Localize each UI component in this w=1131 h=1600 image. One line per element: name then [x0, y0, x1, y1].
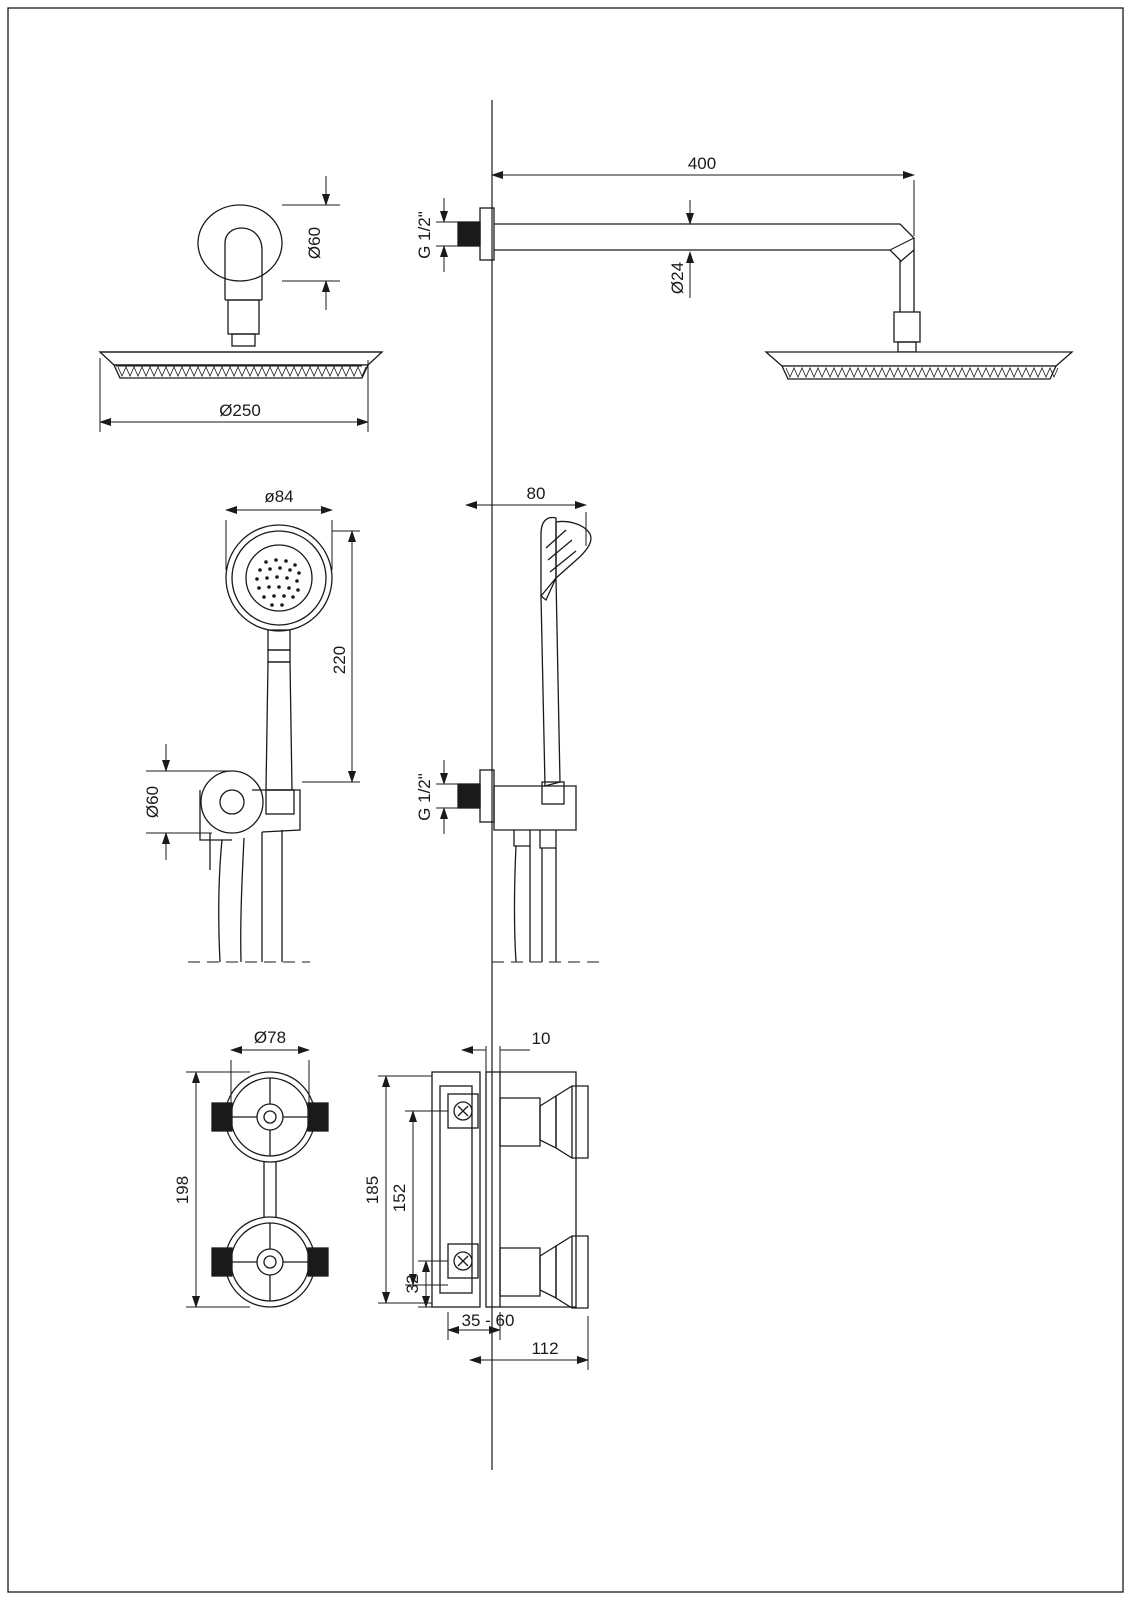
dim-label-flange-diameter: Ø60 — [305, 226, 324, 260]
dim-label-hand-shower-length: 220 — [330, 645, 349, 675]
dim-label-hand-head-diameter: ø84 — [264, 487, 294, 506]
dim-label-head-diameter: Ø250 — [219, 401, 261, 420]
dim-inlet-thread-bottom — [436, 760, 458, 834]
dim-label-body-height: 185 — [363, 1175, 382, 1205]
dim-label-install-depth: 35 - 60 — [461, 1311, 515, 1330]
dim-label-lower-offset: 32 — [403, 1274, 422, 1294]
dim-inlet-thread-top — [436, 198, 458, 272]
dim-label-holder-projection: 80 — [526, 484, 546, 503]
dim-label-arm-length: 400 — [687, 154, 717, 173]
dim-label-rosette-depth: 10 — [531, 1029, 551, 1048]
view-rain-head-side — [458, 208, 1072, 379]
dim-label-inlet-thread-bottom: G 1/2" — [415, 773, 434, 821]
dim-label-valve-centre-distance: 198 — [173, 1175, 192, 1205]
view-hand-shower-side — [458, 518, 591, 962]
dim-label-inlet-thread-top: G 1/2" — [415, 211, 434, 259]
dim-label-total-projection: 112 — [531, 1339, 559, 1358]
view-rain-head-front — [100, 205, 382, 378]
dim-label-arm-tube-diameter: Ø24 — [668, 261, 687, 295]
dim-label-rosette-diameter: Ø78 — [253, 1028, 287, 1047]
dim-lower-offset — [418, 1261, 448, 1307]
dim-arm-length — [492, 175, 914, 236]
dim-label-inner-height: 152 — [390, 1183, 409, 1213]
sheet-border — [8, 8, 1123, 1592]
dim-inner-height — [405, 1111, 448, 1285]
view-valve-side — [432, 1072, 588, 1308]
view-hand-shower-front — [200, 525, 332, 962]
dim-rosette-depth — [462, 1046, 530, 1080]
view-valve-front — [212, 1072, 328, 1307]
hand-shower-spray-face — [255, 558, 301, 607]
dim-holder-projection — [466, 505, 586, 546]
dim-label-holder-diameter: Ø60 — [143, 785, 162, 819]
